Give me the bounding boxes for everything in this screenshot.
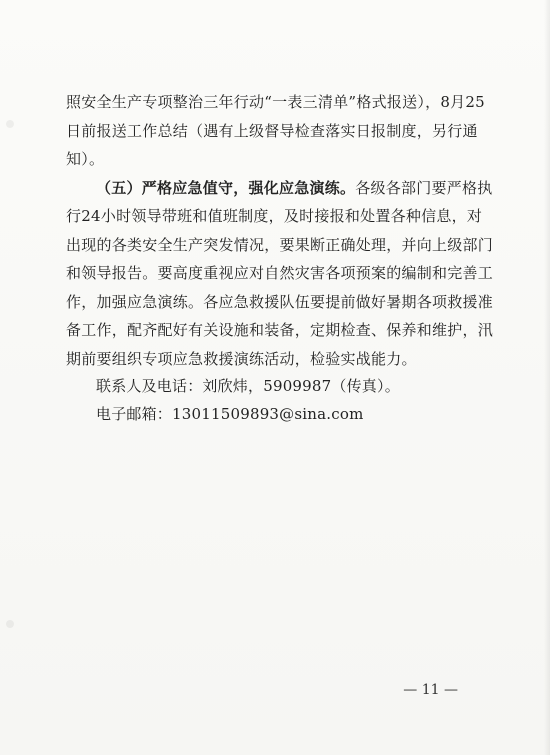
contact-phone-line: 联系人及电话：刘欣炜，5909987（传真）。 xyxy=(96,377,400,395)
paragraph-line: 行24小时领导带班和值班制度，及时接报和处置各种信息，对 xyxy=(66,207,483,225)
paragraph-line: 作，加强应急演练。各应急救援队伍要提前做好暑期各项救援准 xyxy=(66,292,494,311)
paragraph-line: 日前报送工作总结（遇有上级督导检查落实日报制度，另行通 xyxy=(66,121,478,140)
page-number xyxy=(0,682,550,698)
contact-email-line: 电子邮箱：13011509893@sina.com xyxy=(96,405,364,423)
section-five-heading: （五）严格应急值守，强化应急演练。 xyxy=(96,178,356,197)
page-number-text: — 11 — xyxy=(403,682,458,698)
binding-hole-mark xyxy=(6,120,14,128)
body-text xyxy=(66,88,494,373)
page-edge-shadow xyxy=(544,0,550,755)
paragraph-line: 期前要组织专项应急救援演练活动，检验实战能力。 xyxy=(66,349,417,368)
paragraph-line: 照安全生产专项整治三年行动“一表三清单”格式报送），8月25 xyxy=(66,93,485,111)
contact-block xyxy=(96,372,400,428)
paragraph-line: 知）。 xyxy=(66,150,105,168)
binding-hole-mark xyxy=(6,620,14,628)
paragraph-line: 备工作，配齐配好有关设施和装备，定期检查、保养和维护，汛 xyxy=(66,321,494,339)
section-five-intro: 各级各部门要严格执 xyxy=(355,178,493,197)
paragraph-line: 出现的各类安全生产突发情况，要果断正确处理，并向上级部门 xyxy=(66,235,494,254)
section-five-first-line xyxy=(66,174,493,203)
paragraph-line: 和领导报告。要高度重视应对自然灾害各项预案的编制和完善工 xyxy=(66,264,494,282)
